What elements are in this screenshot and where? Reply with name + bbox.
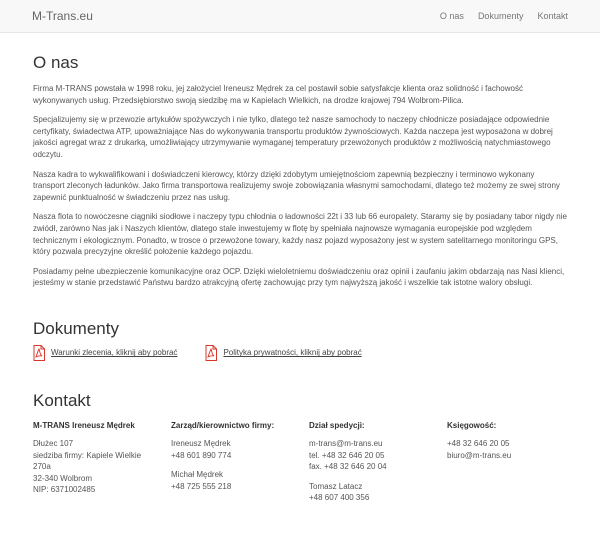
contact-column-title: M-TRANS Ireneusz Mędrek: [33, 420, 135, 430]
contact-column-title: Księgowość:: [447, 420, 497, 430]
document-label: Polityka prywatności, kliknij aby pobrać: [223, 348, 362, 358]
navbar: [0, 0, 600, 33]
contact-phone[interactable]: tel. +48 32 646 20 05: [309, 450, 385, 460]
main-container: [0, 53, 600, 504]
nav-links: [440, 11, 568, 21]
about-paragraph-5: Posiadamy pełne ubezpieczenie komunikacyjne oraz OCP. Dzięki wieloletniemu doświadczeniu oraz opinii i zaufaniu jakim obdarzają nas Nasi klienci, jesteśmy w stanie przedstawić Państwu bardzo atrakcyjną ofertę zachowując przy tym najwyższą jakość i wszelkie tak istotne walory obsługi.: [33, 266, 565, 288]
pdf-icon: [205, 345, 217, 361]
contact-phone[interactable]: +48 601 890 774: [171, 450, 232, 460]
contact-line: 32-340 Wolbrom: [33, 473, 92, 483]
contact-section: [33, 391, 567, 504]
about-paragraph-2: Specjalizujemy się w przewozie artykułów spożywczych i nie tylko, dlatego też nasze samochody to naczepy chłodnicze posiadające odpowiednie certyfikaty, świadectwa ATP, upoważniające Nas do wykonywania transportu produktów żywnościowych. Każda naczepa jest wyposażona w dobrej jakości agregat wraz z drukarką, umożliwiający utrzymywanie wymaganej temperatury przewożonych produktów z możliwością natychmiastowego odczytu.: [33, 115, 553, 159]
contact-line: NIP: 6371002485: [33, 485, 96, 495]
nav-link-o-nas[interactable]: O nas: [439, 11, 464, 21]
contact-phone[interactable]: +48 607 400 356: [309, 493, 370, 503]
contact-fax: fax. +48 32 646 20 04: [309, 462, 387, 472]
about-paragraph-1: Firma M-TRANS powstała w 1998 roku, jej założyciel Ireneusz Mędrek za cel postawił sobie satysfakcje klienta oraz solidność i fachowość wykonywanych usług. Przedsiębiorstwo swoją siedzibę ma w Kapielach Wielkich, na drodze krajowej 794 Wolbrom-Pilica.: [33, 84, 523, 105]
about-paragraph-4: Nasza flota to nowoczesne ciągniki siodłowe i naczepy typu chłodnia o ładowności 22t i 33 lub 66 europalety. Staramy się by posiadany tabor nigdy nie zwiódł, zarówno Nas jak i Naszych klientów, dlatego stale inwestujemy w flotę by spełniała najnowsze wymagania europejskie pod względem technicznym i ekologicznym. Ponadto, w trosce o przewożone towary, każdy nasz pojazd wyposażony jest w system satelitarnego monitoringu GPS, który pozwala precyzyjne określić położenie każdego pojazdu.: [33, 212, 567, 257]
document-label: Warunki zlecenia, kliknij aby pobrać: [51, 348, 178, 358]
contact-phone[interactable]: +48 32 646 20 05: [447, 438, 510, 448]
documents-title: Dokumenty: [33, 318, 119, 338]
spacer: [171, 461, 309, 469]
contact-line: Dłużec 107: [33, 438, 74, 448]
contact-columns: [33, 421, 567, 504]
contact-email[interactable]: biuro@m-trans.eu: [447, 450, 512, 460]
spacer: [309, 473, 447, 481]
contact-column-management: [171, 421, 309, 504]
contact-column-title: Zarząd/kierownictwo firmy:: [171, 420, 275, 430]
contact-email[interactable]: m-trans@m-trans.eu: [309, 438, 383, 448]
nav-link-kontakt[interactable]: Kontakt: [537, 11, 568, 21]
contact-line: Michał Mędrek: [171, 470, 224, 480]
about-section: [33, 53, 567, 289]
contact-line: Tomasz Latacz: [309, 481, 363, 491]
documents-section: [33, 319, 567, 361]
contact-phone[interactable]: +48 725 555 218: [171, 481, 232, 491]
pdf-icon: [33, 345, 45, 361]
contact-line: Ireneusz Mędrek: [171, 438, 231, 448]
contact-column-accounting: [447, 421, 585, 504]
documents-list: [33, 345, 567, 361]
contact-line: siedziba firmy: Kapiele Wielkie 270a: [33, 450, 142, 472]
document-link-polityka[interactable]: [205, 345, 361, 361]
contact-title: Kontakt: [33, 390, 91, 410]
contact-column-company: [33, 421, 171, 504]
about-title: O nas: [33, 53, 79, 72]
document-link-warunki[interactable]: [33, 345, 177, 361]
nav-link-dokumenty[interactable]: Dokumenty: [477, 11, 524, 21]
brand-link[interactable]: M-Trans.eu: [32, 9, 93, 23]
contact-column-forwarding: [309, 421, 447, 504]
contact-column-title: Dział spedycji:: [309, 420, 365, 430]
about-paragraph-3: Nasza kadra to wykwalifikowani i doświadczeni kierowcy, którzy dzięki zdobytym umiejętnościom zapewnią bezpieczny i terminowo wykonany transport zleconych ładunków. Jako firma transportowa realizujemy swoje zobowiązania własnymi samochodami, dlatego też możemy ze swej strony zapewnić punktualność w świadczeniu przez nas usług.: [33, 169, 560, 202]
